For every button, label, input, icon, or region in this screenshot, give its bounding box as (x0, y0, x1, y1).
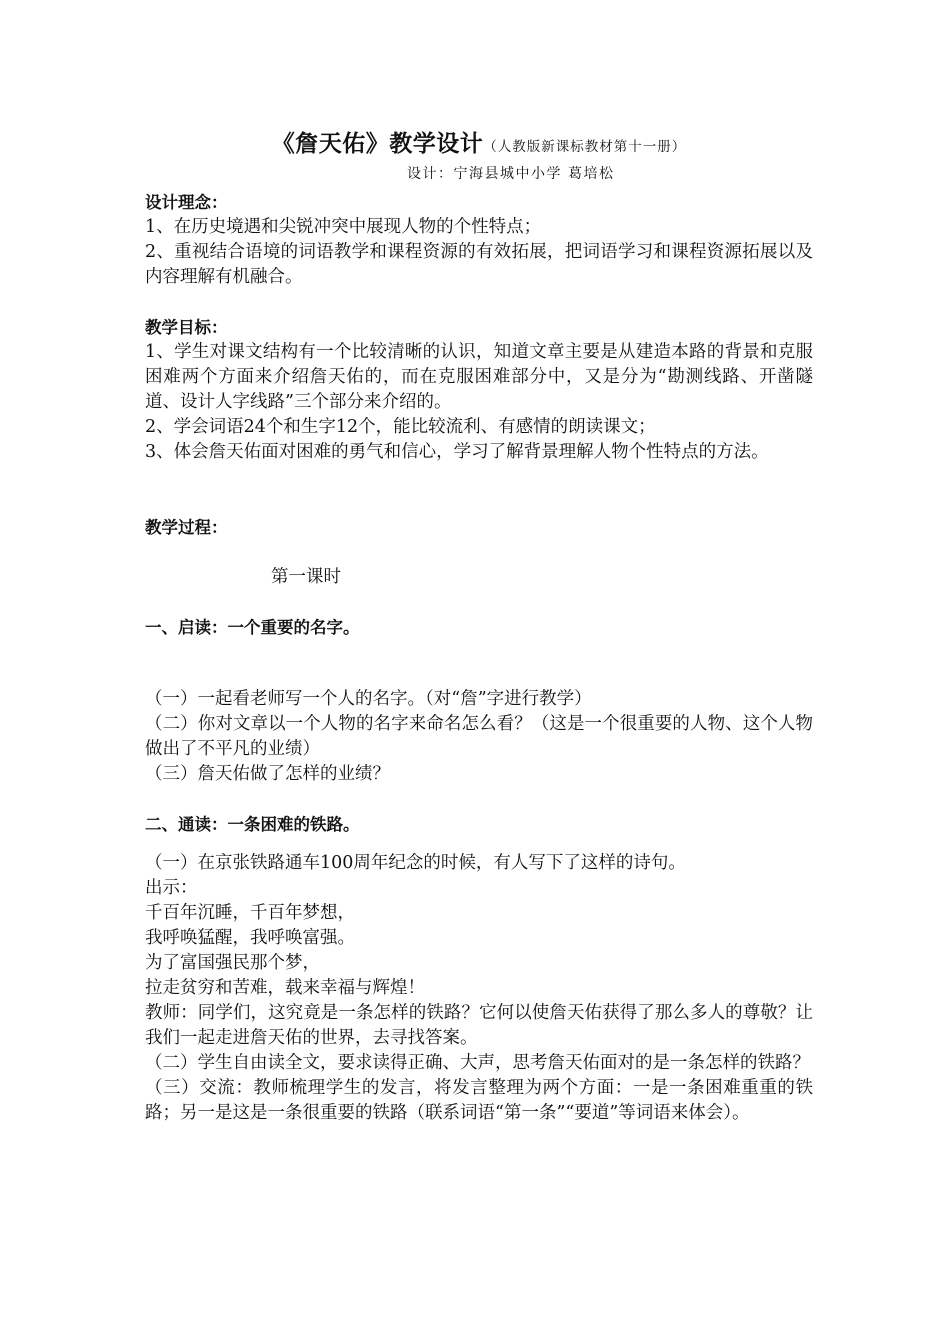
section1-item: （三）詹天佑做了怎样的业绩？ (145, 764, 390, 784)
section2-intro: （一）在京张铁路通车100周年纪念的时候，有人写下了这样的诗句。 (145, 853, 686, 873)
lesson-label: 第一课时 (271, 567, 341, 587)
poem-line: 千百年沉睡，千百年梦想， (145, 903, 355, 923)
concept-heading: 设计理念： (145, 193, 228, 212)
section1-item: （二）你对文章以一个人物的名字来命名怎么看？（这是一个很重要的人物、这个人物做出了不平凡的业绩） (145, 714, 813, 759)
poem-line: 为了富国强民那个梦， (145, 953, 320, 973)
process-heading: 教学过程： (145, 518, 228, 537)
document-title: 《詹天佑》教学设计 (271, 131, 484, 157)
poem-line: 拉走贫穷和苦难，载来幸福与辉煌！ (145, 978, 425, 998)
goal-item: 3、体会詹天佑面对困难的勇气和信心，学习了解背景理解人物个性特点的方法。 (145, 442, 769, 462)
section1-item: （一）一起看老师写一个人的名字。（对“詹”字进行教学） (145, 689, 592, 709)
concept-item: 1、在历史境遇和尖锐冲突中展现人物的个性特点； (145, 217, 542, 237)
title-line (145, 132, 813, 160)
section2-show-label: 出示： (145, 878, 198, 898)
concept-item: 2、重视结合语境的词语教学和课程资源的有效拓展，把词语学习和课程资源拓展以及内容理解有机融合。 (145, 242, 813, 287)
section2-heading: 二、通读：一条困难的铁路。 (145, 815, 360, 834)
document-page (145, 132, 813, 1126)
goals-heading: 教学目标： (145, 318, 228, 337)
section2-item: （三）交流：教师梳理学生的发言，将发言整理为两个方面：一是一条困难重重的铁路；另一是这是一条很重要的铁路（联系词语“第一条”“要道”等词语来体会）。 (145, 1078, 813, 1123)
author-byline: 设计：宁海县城中小学 葛培松 (407, 166, 615, 182)
poem-line: 我呼唤猛醒，我呼唤富强。 (145, 928, 355, 948)
title-note: （人教版新课标教材第十一册） (483, 139, 687, 155)
section2-item: 教师：同学们，这究竟是一条怎样的铁路？它何以使詹天佑获得了那么多人的尊敬？让我们一起走进詹天佑的世界，去寻找答案。 (145, 1003, 813, 1048)
goal-item: 1、学生对课文结构有一个比较清晰的认识，知道文章主要是从建造本路的背景和克服困难两个方面来介绍詹天佑的，而在克服困难部分中，又是分为“勘测线路、开凿隧道、设计人字线路”三个部分来介绍的。 (145, 342, 813, 412)
section2-item: （二）学生自由读全文，要求读得正确、大声，思考詹天佑面对的是一条怎样的铁路？ (145, 1053, 810, 1073)
goal-item: 2、学会词语24个和生字12个，能比较流利、有感情的朗读课文； (145, 417, 656, 437)
section1-heading: 一、启读：一个重要的名字。 (145, 618, 360, 637)
